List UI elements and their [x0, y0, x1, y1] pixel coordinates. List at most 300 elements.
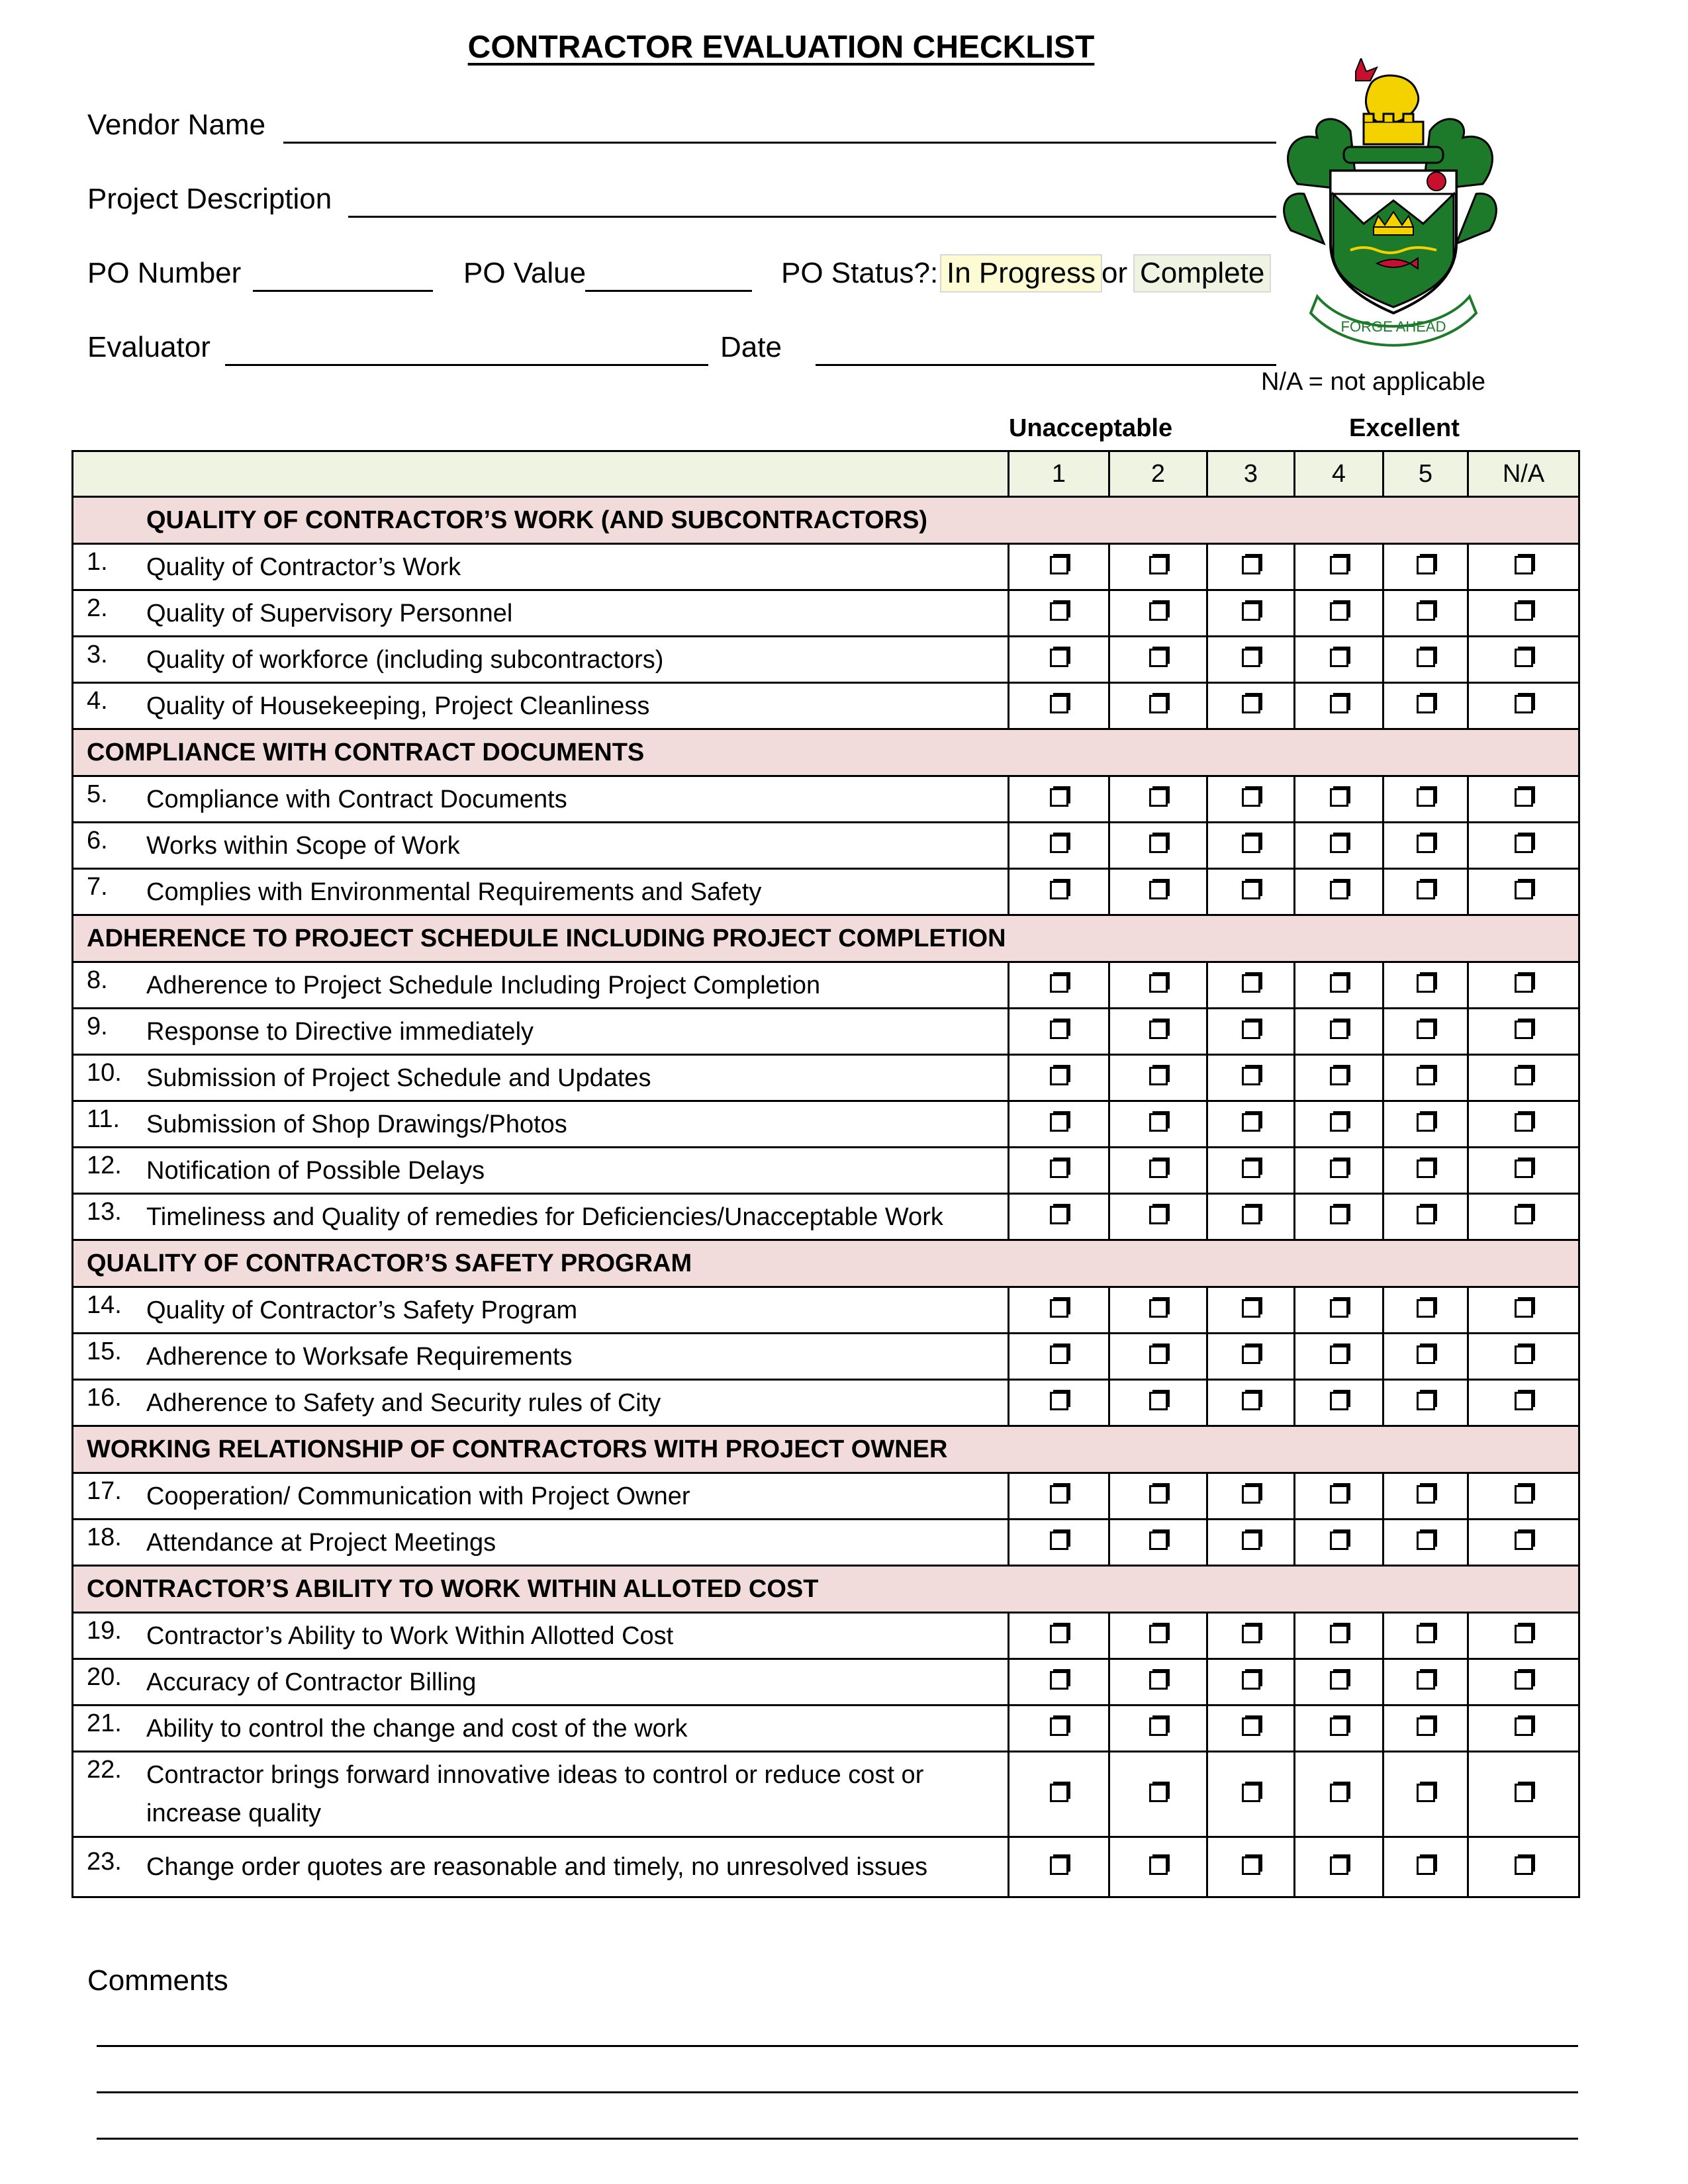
po-value-label: PO Value [463, 257, 586, 289]
rating-checkbox-1[interactable] [1050, 556, 1068, 574]
rating-checkbox-5[interactable] [1417, 881, 1435, 899]
criteria-text: Works within Scope of Work [146, 831, 460, 860]
rating-cell-1 [1009, 1706, 1109, 1752]
project-description-label: Project Description [87, 183, 332, 215]
rating-checkbox-4[interactable] [1330, 1299, 1348, 1318]
section-title: COMPLIANCE WITH CONTRACT DOCUMENTS [73, 729, 1579, 776]
rating-checkbox-4[interactable] [1330, 1160, 1348, 1178]
rating-cell-1 [1009, 683, 1109, 729]
rating-checkbox-5[interactable] [1417, 1299, 1435, 1318]
rating-checkbox-5[interactable] [1417, 1206, 1435, 1224]
po-number-field[interactable] [253, 290, 433, 292]
rating-checkbox-5[interactable] [1417, 649, 1435, 667]
rating-cell-2 [1109, 544, 1207, 590]
rating-checkbox-1[interactable] [1050, 1299, 1068, 1318]
rating-checkbox-na[interactable] [1515, 1392, 1533, 1410]
rating-cell-1 [1009, 1009, 1109, 1055]
rating-checkbox-5[interactable] [1417, 1625, 1435, 1643]
rating-cell-na [1468, 1706, 1579, 1752]
criteria-text: Ability to control the change and cost of the work [146, 1714, 688, 1743]
criteria-number: 13. [87, 1197, 122, 1226]
rating-checkbox-1[interactable] [1050, 602, 1068, 621]
criteria-number: 5. [87, 780, 108, 808]
evaluation-table [71, 450, 1580, 1898]
criteria-description [73, 1148, 1009, 1194]
criteria-number: 17. [87, 1477, 122, 1505]
rating-checkbox-na[interactable] [1515, 974, 1533, 993]
rating-checkbox-4[interactable] [1330, 788, 1348, 807]
rating-checkbox-5[interactable] [1417, 974, 1435, 993]
rating-cell-2 [1109, 1473, 1207, 1520]
rating-checkbox-2[interactable] [1149, 835, 1168, 853]
rating-cell-4 [1295, 1613, 1383, 1659]
rating-cell-na [1468, 823, 1579, 869]
rating-cell-4 [1295, 1837, 1383, 1897]
rating-cell-3 [1207, 590, 1295, 637]
criteria-row [73, 1752, 1579, 1837]
rating-cell-3 [1207, 1194, 1295, 1240]
rating-checkbox-1[interactable] [1050, 1856, 1068, 1875]
rating-checkbox-5[interactable] [1417, 1784, 1435, 1802]
rating-cell-na [1468, 1752, 1579, 1837]
rating-cell-3 [1207, 1148, 1295, 1194]
rating-checkbox-na[interactable] [1515, 1625, 1533, 1643]
rating-cell-3 [1207, 1380, 1295, 1426]
status-in-progress-option[interactable]: In Progress [940, 254, 1102, 293]
rating-cell-3 [1207, 1334, 1295, 1380]
rating-checkbox-3[interactable] [1242, 1160, 1260, 1178]
criteria-number: 15. [87, 1337, 122, 1365]
rating-checkbox-2[interactable] [1149, 1485, 1168, 1504]
rating-checkbox-na[interactable] [1515, 602, 1533, 621]
status-complete-option[interactable]: Complete [1133, 254, 1271, 293]
rating-checkbox-1[interactable] [1050, 1160, 1068, 1178]
rating-checkbox-2[interactable] [1149, 1717, 1168, 1736]
rating-checkbox-5[interactable] [1417, 1717, 1435, 1736]
rating-checkbox-1[interactable] [1050, 695, 1068, 713]
rating-cell-1 [1009, 776, 1109, 823]
rating-checkbox-na[interactable] [1515, 1531, 1533, 1550]
scale-low-label: Unacceptable [1009, 414, 1173, 442]
rating-checkbox-1[interactable] [1050, 1021, 1068, 1039]
rating-checkbox-5[interactable] [1417, 1671, 1435, 1690]
rating-cell-2 [1109, 776, 1207, 823]
rating-checkbox-3[interactable] [1242, 881, 1260, 899]
section-header-row [73, 1566, 1579, 1613]
rating-checkbox-2[interactable] [1149, 881, 1168, 899]
rating-cell-2 [1109, 683, 1207, 729]
rating-checkbox-1[interactable] [1050, 1113, 1068, 1132]
rating-checkbox-3[interactable] [1242, 1299, 1260, 1318]
rating-cell-3 [1207, 776, 1295, 823]
rating-checkbox-na[interactable] [1515, 1784, 1533, 1802]
rating-checkbox-na[interactable] [1515, 1113, 1533, 1132]
rating-cell-2 [1109, 637, 1207, 683]
rating-checkbox-1[interactable] [1050, 788, 1068, 807]
rating-checkbox-na[interactable] [1515, 1856, 1533, 1875]
rating-checkbox-4[interactable] [1330, 602, 1348, 621]
criteria-row [73, 590, 1579, 637]
comments-line-1[interactable] [97, 2045, 1578, 2047]
rating-checkbox-5[interactable] [1417, 1392, 1435, 1410]
rating-cell-3 [1207, 1706, 1295, 1752]
rating-cell-na [1468, 1837, 1579, 1897]
criteria-text: Adherence to Worksafe Requirements [146, 1342, 573, 1371]
rating-cell-4 [1295, 1380, 1383, 1426]
rating-checkbox-3[interactable] [1242, 649, 1260, 667]
evaluator-field[interactable] [225, 364, 708, 366]
criteria-number: 9. [87, 1012, 108, 1040]
rating-cell-3 [1207, 823, 1295, 869]
rating-checkbox-2[interactable] [1149, 556, 1168, 574]
rating-checkbox-1[interactable] [1050, 1067, 1068, 1085]
rating-checkbox-na[interactable] [1515, 1345, 1533, 1364]
rating-checkbox-5[interactable] [1417, 1160, 1435, 1178]
rating-cell-2 [1109, 1837, 1207, 1897]
rating-checkbox-4[interactable] [1330, 1784, 1348, 1802]
criteria-description [73, 637, 1009, 683]
rating-cell-1 [1009, 544, 1109, 590]
rating-checkbox-3[interactable] [1242, 695, 1260, 713]
status-or-text: or [1102, 257, 1128, 289]
criteria-text: Quality of Contractor’s Work [146, 553, 461, 581]
rating-cell-3 [1207, 1101, 1295, 1148]
criteria-number: 18. [87, 1523, 122, 1551]
rating-checkbox-na[interactable] [1515, 1299, 1533, 1318]
rating-cell-4 [1295, 1473, 1383, 1520]
criteria-row [73, 637, 1579, 683]
rating-checkbox-1[interactable] [1050, 881, 1068, 899]
evaluator-label: Evaluator [87, 331, 211, 363]
rating-checkbox-1[interactable] [1050, 1485, 1068, 1504]
rating-cell-2 [1109, 823, 1207, 869]
rating-checkbox-1[interactable] [1050, 1717, 1068, 1736]
rating-checkbox-5[interactable] [1417, 1531, 1435, 1550]
rating-checkbox-2[interactable] [1149, 1067, 1168, 1085]
rating-checkbox-3[interactable] [1242, 1067, 1260, 1085]
criteria-row [73, 1520, 1579, 1566]
rating-cell-1 [1009, 1837, 1109, 1897]
rating-checkbox-4[interactable] [1330, 1625, 1348, 1643]
rating-cell-5 [1383, 637, 1468, 683]
rating-header-4: 4 [1295, 451, 1383, 497]
criteria-number: 1. [87, 547, 108, 576]
rating-checkbox-4[interactable] [1330, 649, 1348, 667]
rating-cell-1 [1009, 1752, 1109, 1837]
rating-checkbox-4[interactable] [1330, 835, 1348, 853]
rating-checkbox-5[interactable] [1417, 1485, 1435, 1504]
rating-checkbox-1[interactable] [1050, 1531, 1068, 1550]
rating-cell-na [1468, 1520, 1579, 1566]
rating-cell-3 [1207, 1613, 1295, 1659]
rating-cell-4 [1295, 1055, 1383, 1101]
rating-checkbox-na[interactable] [1515, 1021, 1533, 1039]
criteria-number: 14. [87, 1291, 122, 1319]
rating-cell-4 [1295, 1194, 1383, 1240]
rating-cell-3 [1207, 1837, 1295, 1897]
po-value-field[interactable] [585, 290, 752, 292]
criteria-row [73, 1380, 1579, 1426]
rating-header-3: 3 [1207, 451, 1295, 497]
criteria-description [73, 1520, 1009, 1566]
rating-checkbox-na[interactable] [1515, 881, 1533, 899]
rating-cell-5 [1383, 1613, 1468, 1659]
rating-cell-3 [1207, 1009, 1295, 1055]
rating-checkbox-5[interactable] [1417, 1856, 1435, 1875]
rating-cell-2 [1109, 1101, 1207, 1148]
rating-checkbox-2[interactable] [1149, 1345, 1168, 1364]
rating-checkbox-3[interactable] [1242, 1784, 1260, 1802]
rating-checkbox-1[interactable] [1050, 1345, 1068, 1364]
rating-checkbox-4[interactable] [1330, 1531, 1348, 1550]
criteria-row [73, 1659, 1579, 1706]
rating-checkbox-3[interactable] [1242, 1625, 1260, 1643]
rating-checkbox-3[interactable] [1242, 1671, 1260, 1690]
criteria-text: Change order quotes are reasonable and timely, no unresolved issues [146, 1853, 928, 1881]
rating-checkbox-1[interactable] [1050, 1392, 1068, 1410]
rating-checkbox-2[interactable] [1149, 1299, 1168, 1318]
criteria-description [73, 1194, 1009, 1240]
criteria-description [73, 590, 1009, 637]
criteria-text: Response to Directive immediately [146, 1017, 534, 1046]
vendor-name-field[interactable] [283, 142, 1276, 144]
rating-checkbox-2[interactable] [1149, 1784, 1168, 1802]
rating-cell-2 [1109, 1706, 1207, 1752]
criteria-text: Contractor brings forward innovative ideas to control or reduce cost or increase quality [146, 1761, 924, 1827]
rating-cell-na [1468, 1473, 1579, 1520]
rating-checkbox-3[interactable] [1242, 1113, 1260, 1132]
rating-cell-5 [1383, 776, 1468, 823]
criteria-number: 8. [87, 966, 108, 994]
criteria-number: 6. [87, 826, 108, 854]
criteria-row [73, 1055, 1579, 1101]
rating-checkbox-3[interactable] [1242, 1531, 1260, 1550]
rating-cell-5 [1383, 590, 1468, 637]
criteria-row [73, 1009, 1579, 1055]
rating-cell-1 [1009, 1613, 1109, 1659]
rating-checkbox-1[interactable] [1050, 1625, 1068, 1643]
rating-checkbox-na[interactable] [1515, 695, 1533, 713]
rating-checkbox-4[interactable] [1330, 1485, 1348, 1504]
rating-cell-3 [1207, 637, 1295, 683]
criteria-number: 10. [87, 1058, 122, 1087]
criteria-row [73, 1148, 1579, 1194]
date-field[interactable] [816, 364, 1276, 366]
rating-cell-4 [1295, 869, 1383, 915]
rating-checkbox-3[interactable] [1242, 1717, 1260, 1736]
rating-checkbox-4[interactable] [1330, 881, 1348, 899]
rating-cell-2 [1109, 1752, 1207, 1837]
rating-checkbox-5[interactable] [1417, 556, 1435, 574]
rating-cell-5 [1383, 1837, 1468, 1897]
rating-checkbox-3[interactable] [1242, 974, 1260, 993]
rating-checkbox-5[interactable] [1417, 1067, 1435, 1085]
criteria-number: 12. [87, 1151, 122, 1179]
rating-checkbox-2[interactable] [1149, 1392, 1168, 1410]
rating-checkbox-5[interactable] [1417, 1345, 1435, 1364]
rating-checkbox-1[interactable] [1050, 649, 1068, 667]
rating-cell-2 [1109, 1520, 1207, 1566]
rating-cell-na [1468, 590, 1579, 637]
rating-checkbox-5[interactable] [1417, 695, 1435, 713]
rating-checkbox-5[interactable] [1417, 1113, 1435, 1132]
criteria-number: 21. [87, 1709, 122, 1737]
rating-checkbox-2[interactable] [1149, 1856, 1168, 1875]
rating-checkbox-4[interactable] [1330, 556, 1348, 574]
section-header-row [73, 497, 1579, 544]
rating-checkbox-5[interactable] [1417, 788, 1435, 807]
rating-checkbox-3[interactable] [1242, 1021, 1260, 1039]
rating-checkbox-2[interactable] [1149, 1625, 1168, 1643]
rating-checkbox-1[interactable] [1050, 1671, 1068, 1690]
rating-checkbox-na[interactable] [1515, 1160, 1533, 1178]
comments-line-2[interactable] [97, 2091, 1578, 2093]
criteria-description [73, 1613, 1009, 1659]
rating-checkbox-na[interactable] [1515, 1671, 1533, 1690]
section-header-row [73, 729, 1579, 776]
rating-cell-2 [1109, 1009, 1207, 1055]
rating-checkbox-3[interactable] [1242, 1345, 1260, 1364]
rating-checkbox-1[interactable] [1050, 1784, 1068, 1802]
rating-cell-4 [1295, 544, 1383, 590]
rating-cell-na [1468, 683, 1579, 729]
rating-header-1: 1 [1009, 451, 1109, 497]
rating-checkbox-2[interactable] [1149, 1113, 1168, 1132]
rating-cell-na [1468, 1380, 1579, 1426]
rating-header-2: 2 [1109, 451, 1207, 497]
rating-checkbox-na[interactable] [1515, 1485, 1533, 1504]
rating-cell-1 [1009, 1194, 1109, 1240]
page-title: CONTRACTOR EVALUATION CHECKLIST [467, 30, 1095, 65]
project-description-field[interactable] [348, 216, 1276, 218]
rating-cell-3 [1207, 1287, 1295, 1334]
criteria-number: 3. [87, 640, 108, 668]
rating-checkbox-na[interactable] [1515, 1067, 1533, 1085]
rating-checkbox-4[interactable] [1330, 1671, 1348, 1690]
rating-checkbox-4[interactable] [1330, 1345, 1348, 1364]
rating-cell-1 [1009, 823, 1109, 869]
section-header-row [73, 1240, 1579, 1287]
criteria-description [73, 869, 1009, 915]
rating-checkbox-na[interactable] [1515, 835, 1533, 853]
rating-cell-4 [1295, 962, 1383, 1009]
rating-cell-na [1468, 637, 1579, 683]
rating-checkbox-2[interactable] [1149, 1160, 1168, 1178]
rating-checkbox-na[interactable] [1515, 1206, 1533, 1224]
rating-checkbox-2[interactable] [1149, 695, 1168, 713]
rating-cell-na [1468, 544, 1579, 590]
evaluation-table-body [73, 451, 1579, 1897]
section-title: ADHERENCE TO PROJECT SCHEDULE INCLUDING PROJECT COMPLETION [73, 915, 1579, 962]
rating-checkbox-2[interactable] [1149, 602, 1168, 621]
criteria-description [73, 1473, 1009, 1520]
rating-cell-1 [1009, 1334, 1109, 1380]
criteria-description [73, 683, 1009, 729]
rating-checkbox-2[interactable] [1149, 649, 1168, 667]
rating-cell-na [1468, 1334, 1579, 1380]
criteria-row [73, 1473, 1579, 1520]
criteria-row [73, 869, 1579, 915]
rating-checkbox-1[interactable] [1050, 835, 1068, 853]
rating-cell-5 [1383, 1334, 1468, 1380]
rating-cell-5 [1383, 1520, 1468, 1566]
rating-cell-4 [1295, 1659, 1383, 1706]
rating-checkbox-na[interactable] [1515, 649, 1533, 667]
rating-checkbox-3[interactable] [1242, 556, 1260, 574]
rating-checkbox-4[interactable] [1330, 1067, 1348, 1085]
rating-checkbox-4[interactable] [1330, 695, 1348, 713]
rating-checkbox-4[interactable] [1330, 1856, 1348, 1875]
rating-cell-na [1468, 962, 1579, 1009]
rating-header-na: N/A [1468, 451, 1579, 497]
rating-checkbox-3[interactable] [1242, 1206, 1260, 1224]
rating-cell-5 [1383, 683, 1468, 729]
rating-checkbox-4[interactable] [1330, 1113, 1348, 1132]
criteria-text: Notification of Possible Delays [146, 1156, 485, 1185]
na-note: N/A = not applicable [1261, 368, 1486, 396]
rating-checkbox-2[interactable] [1149, 788, 1168, 807]
comments-line-3[interactable] [97, 2138, 1578, 2140]
rating-checkbox-3[interactable] [1242, 788, 1260, 807]
rating-checkbox-5[interactable] [1417, 835, 1435, 853]
criteria-number: 11. [87, 1105, 120, 1133]
rating-checkbox-4[interactable] [1330, 1717, 1348, 1736]
criteria-description [73, 1287, 1009, 1334]
rating-checkbox-2[interactable] [1149, 1206, 1168, 1224]
rating-checkbox-3[interactable] [1242, 1856, 1260, 1875]
rating-checkbox-2[interactable] [1149, 1671, 1168, 1690]
rating-checkbox-5[interactable] [1417, 1021, 1435, 1039]
criteria-description [73, 776, 1009, 823]
rating-checkbox-1[interactable] [1050, 1206, 1068, 1224]
criteria-description [73, 1659, 1009, 1706]
rating-checkbox-3[interactable] [1242, 1392, 1260, 1410]
rating-checkbox-4[interactable] [1330, 1392, 1348, 1410]
criteria-row [73, 1101, 1579, 1148]
rating-cell-2 [1109, 1613, 1207, 1659]
rating-cell-1 [1009, 1520, 1109, 1566]
rating-checkbox-2[interactable] [1149, 1021, 1168, 1039]
rating-checkbox-4[interactable] [1330, 1021, 1348, 1039]
rating-cell-na [1468, 1613, 1579, 1659]
rating-checkbox-na[interactable] [1515, 788, 1533, 807]
rating-checkbox-3[interactable] [1242, 602, 1260, 621]
rating-checkbox-4[interactable] [1330, 1206, 1348, 1224]
criteria-row [73, 683, 1579, 729]
rating-cell-5 [1383, 1287, 1468, 1334]
rating-checkbox-2[interactable] [1149, 974, 1168, 993]
rating-checkbox-3[interactable] [1242, 1485, 1260, 1504]
criteria-description [73, 1101, 1009, 1148]
rating-cell-na [1468, 1659, 1579, 1706]
rating-checkbox-4[interactable] [1330, 974, 1348, 993]
rating-checkbox-2[interactable] [1149, 1531, 1168, 1550]
rating-checkbox-na[interactable] [1515, 556, 1533, 574]
rating-cell-1 [1009, 1287, 1109, 1334]
rating-cell-4 [1295, 1752, 1383, 1837]
rating-checkbox-5[interactable] [1417, 602, 1435, 621]
rating-cell-2 [1109, 1194, 1207, 1240]
criteria-text: Cooperation/ Communication with Project Owner [146, 1482, 690, 1510]
rating-cell-4 [1295, 823, 1383, 869]
rating-checkbox-na[interactable] [1515, 1717, 1533, 1736]
rating-checkbox-3[interactable] [1242, 835, 1260, 853]
criteria-description [73, 962, 1009, 1009]
rating-checkbox-1[interactable] [1050, 974, 1068, 993]
rating-cell-4 [1295, 1148, 1383, 1194]
coat-of-arms-icon [1278, 58, 1503, 356]
rating-cell-na [1468, 1055, 1579, 1101]
